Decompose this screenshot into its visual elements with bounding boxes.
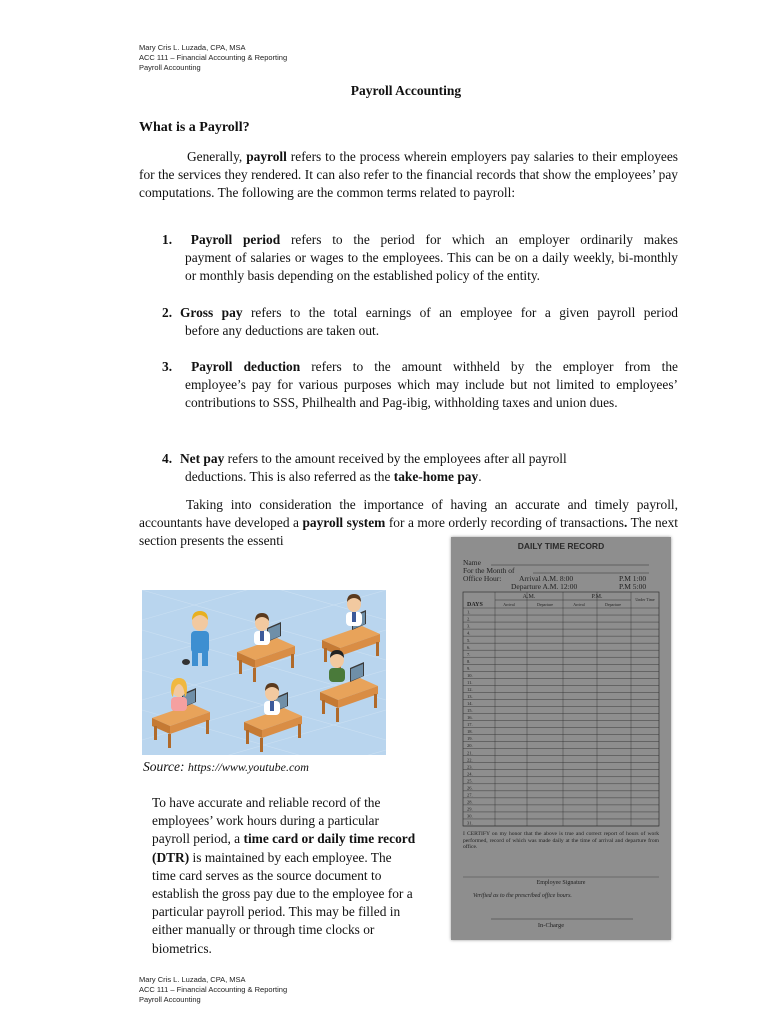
dtr-day-label: 26.	[467, 785, 473, 791]
term-item-4: 4. Net pay refers to the amount received by the employees after all payroll deductions. This is also referred as the take-home pay.	[162, 451, 567, 484]
dtr-col-pm-departure: Departure	[605, 602, 621, 607]
time-card-paragraph: To have accurate and reliable record of the employees’ work hours during a particular payroll period, a time card or daily time record (DTR) is maintained by each employee. The time card serves as the source document to establish the gross pay due to the employee for a particular payroll period. This may be filled in either manually or through time clocks or biometrics.	[152, 795, 416, 956]
dtr-day-label: 23.	[467, 764, 473, 770]
intro-paragraph: Generally, payroll refers to the process wherein employers pay salaries to their employees for the services they rendered. It can also refer to the financial records that show the employees’ pay computations. The following are the common terms related to payroll:	[139, 149, 678, 200]
dtr-day-label: 7.	[467, 651, 471, 657]
dtr-days-label: DAYS	[467, 602, 483, 608]
dtr-title: DAILY TIME RECORD	[517, 541, 605, 551]
page-header	[139, 43, 287, 73]
dtr-office-hours-label: Office Hour:	[463, 574, 502, 583]
dtr-day-label: 30.	[467, 813, 473, 819]
image-source-caption: Source: https://www.youtube.com	[143, 759, 309, 774]
dtr-day-label: 19.	[467, 736, 473, 742]
footer-topic: Payroll Accounting	[139, 995, 201, 1004]
dtr-day-label: 10.	[467, 672, 473, 678]
dtr-day-label: 31.	[467, 820, 473, 826]
dtr-departure-pm: P.M 5:00	[619, 582, 647, 591]
office-workers-illustration	[142, 590, 386, 755]
payroll-system-paragraph: Taking into consideration the importance of having an accurate and timely payroll, accountants have developed a payroll system for a more orderly recording of transactions. The next section presents the essenti	[139, 497, 678, 548]
dtr-day-label: 9.	[467, 665, 471, 671]
page-footer	[139, 975, 287, 1005]
footer-course: ACC 111 – Financial Accounting & Reporting	[139, 985, 288, 994]
dtr-day-label: 13.	[467, 694, 473, 700]
dtr-day-label: 2.	[467, 616, 471, 622]
dtr-day-label: 17.	[467, 722, 473, 728]
dtr-drawing	[451, 537, 671, 940]
footer-author: Mary Cris L. Luzada, CPA, MSA	[139, 975, 246, 984]
dtr-day-label: 4.	[467, 630, 471, 636]
dtr-day-label: 20.	[467, 743, 473, 749]
dtr-day-label: 22.	[467, 757, 473, 763]
dtr-certification: I CERTIFY on my honor that the above is true and correct report of hours of work performed, record of which was made daily at the time of arrival and departure from office.	[463, 831, 659, 851]
term-item-2: 2. Gross pay refers to the total earnings of an employee for a given payroll period before any deductions are taken out.	[162, 305, 679, 338]
header-course: ACC 111 – Financial Accounting & Reporting	[139, 53, 288, 62]
term-name: Payroll period	[190, 232, 281, 247]
dtr-day-label: 11.	[467, 679, 473, 685]
dtr-day-label: 12.	[467, 686, 473, 692]
dtr-col-am-departure: Departure	[537, 602, 553, 607]
dtr-day-label: 21.	[467, 750, 473, 756]
dtr-day-label: 18.	[467, 729, 473, 735]
dtr-col-undertime: Under Time	[635, 597, 655, 602]
dtr-day-label: 8.	[467, 658, 471, 664]
dtr-departure-label: Departure A.M. 12:00	[511, 582, 578, 591]
section-heading: What is a Payroll?	[139, 120, 250, 135]
office-workers-drawing	[142, 590, 386, 755]
dtr-day-label: 28.	[467, 799, 473, 805]
header-topic: Payroll Accounting	[139, 63, 201, 72]
dtr-in-charge-label: In-Charge	[537, 922, 565, 929]
term-name: Payroll deduction	[191, 359, 301, 374]
dtr-day-label: 5.	[467, 637, 471, 643]
daily-time-record-form	[451, 537, 671, 940]
dtr-day-label: 25.	[467, 778, 473, 784]
header-author: Mary Cris L. Luzada, CPA, MSA	[139, 43, 246, 52]
dtr-am-label: A.M.	[522, 594, 536, 600]
dtr-day-label: 24.	[467, 771, 473, 777]
dtr-day-label: 15.	[467, 708, 473, 714]
dtr-month-label: For the Month of	[463, 566, 515, 575]
dtr-day-label: 16.	[467, 715, 473, 721]
dtr-pm-label: P.M.	[591, 594, 603, 600]
dtr-day-label: 29.	[467, 806, 473, 812]
source-link[interactable]: https://www.youtube.com	[187, 760, 309, 774]
dtr-day-label: 27.	[467, 792, 473, 798]
term-item-3: 3. Payroll deduction refers to the amount withheld by the employer from the employee’s pay for various purposes which may include but not limited to employees’ contributions to SSS, Philhealth and Pag-ibig, withholding taxes and union dues.	[162, 359, 678, 410]
dtr-verified-label: Verified as to the prescribed office hours.	[473, 893, 572, 899]
dtr-col-pm-arrival: Arrival	[573, 602, 585, 607]
term-item-1: 1. Payroll period refers to the period for which an employer ordinarily makes payment of salaries or wages to the employees. This can be on a daily weekly, bi-monthly or monthly basis depending on the established policy of the entity.	[162, 232, 678, 283]
dtr-day-label: 1.	[467, 609, 471, 615]
dtr-day-label: 14.	[467, 701, 473, 707]
term-name: Net pay	[180, 451, 225, 466]
dtr-day-label: 6.	[467, 644, 471, 650]
dtr-day-label: 3.	[467, 623, 471, 629]
dtr-col-am-arrival: Arrival	[503, 602, 515, 607]
term-name: Gross pay	[180, 305, 243, 320]
dtr-arrival-pm: P.M 1:00	[619, 574, 647, 583]
page-title: Payroll Accounting	[350, 83, 462, 98]
dtr-name-label: Name	[463, 558, 481, 567]
dtr-signature-label: Employee Signature	[536, 880, 586, 886]
dtr-arrival-label: Arrival A.M. 8:00	[519, 574, 574, 583]
